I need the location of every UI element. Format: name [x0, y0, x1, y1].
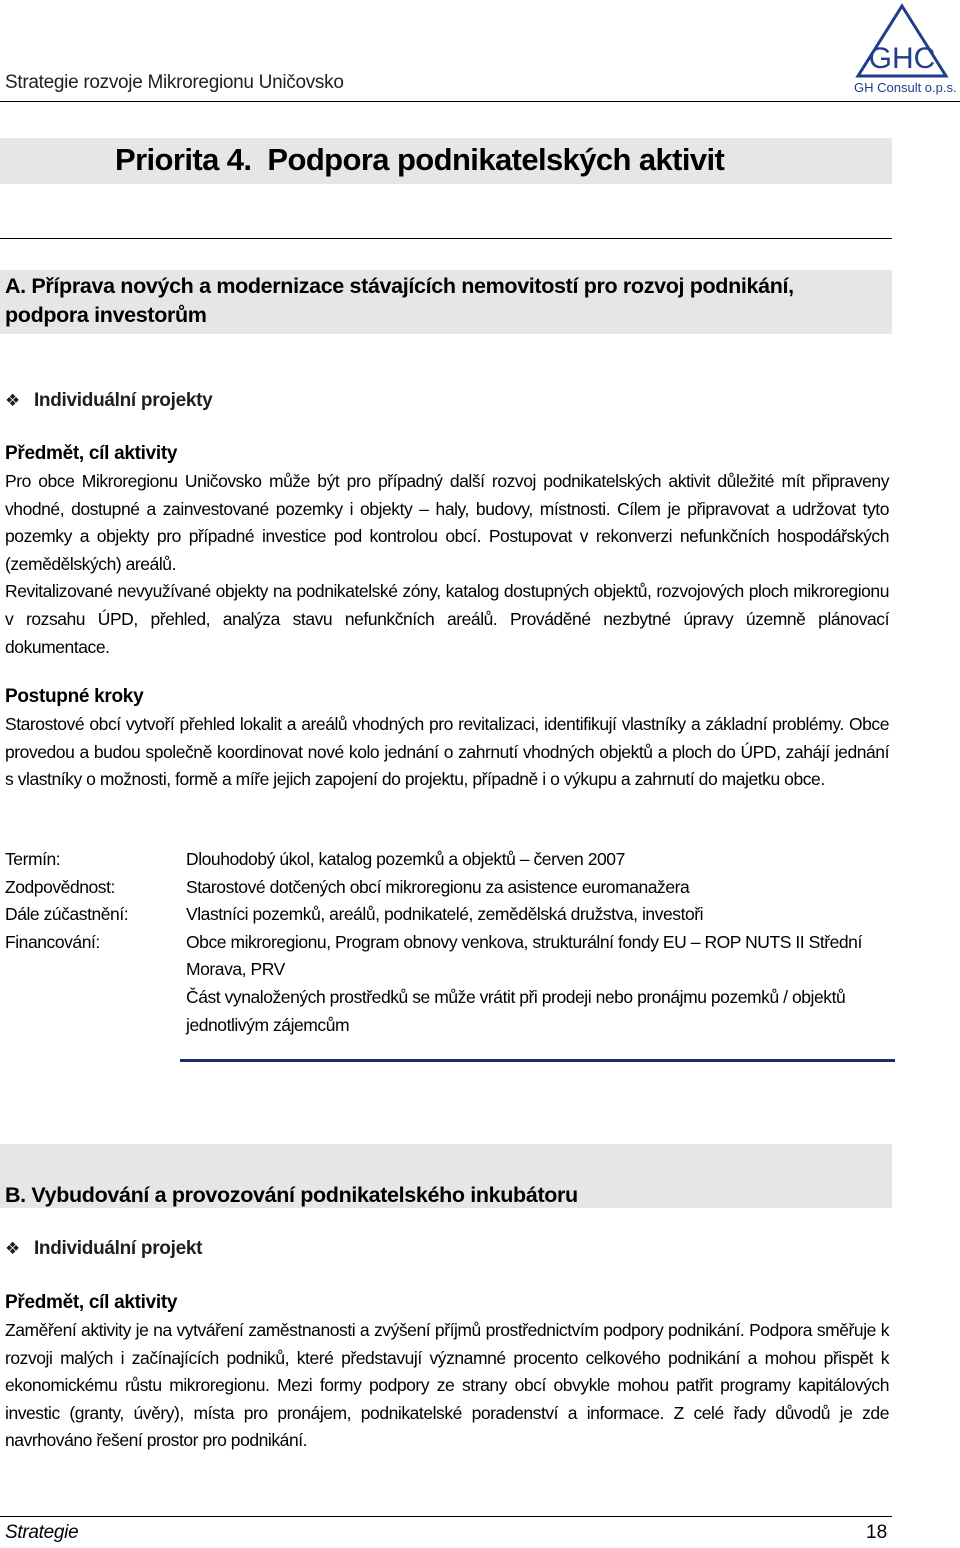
section-a-bullet-heading: [5, 390, 212, 412]
bullet-heading-label: Individuální projekty: [33, 390, 213, 411]
steps-heading: Postupné kroky: [5, 686, 144, 707]
bullet-heading-label: Individuální projekt: [33, 1238, 203, 1259]
header-rule: [0, 101, 960, 102]
section-a-title-line1: A. Příprava nových a modernizace stávajících nemovitostí pro rozvoj podnikání,: [5, 274, 794, 298]
info-value: Starostové dotčených obcí mikroregionu za asistence euromanažera: [186, 876, 690, 897]
subject-text: [5, 468, 889, 661]
logo-subtitle: GH Consult o.p.s.: [854, 80, 957, 95]
info-label: Dále zúčastnění:: [5, 904, 129, 925]
footer-label: Strategie: [5, 1522, 79, 1543]
info-row-term: [5, 846, 895, 874]
diamond-bullet-icon: ❖: [5, 391, 20, 410]
steps-text: [5, 711, 889, 794]
info-value: Vlastníci pozemků, areálů, podnikatelé, zemědělská družstva, investoři: [186, 904, 704, 925]
logo-graphic: [850, 2, 954, 82]
info-row-participants: [5, 901, 895, 929]
logo-text: GHC: [868, 42, 936, 75]
steps-paragraph: Starostové obcí vytvoří přehled lokalit a areálů vhodných pro revitalizaci, identifikují vlastníky a základní problémy. Obce provedou a budou společně koordinovat nové kolo jednání o zahrnutí vhodných objektů a ploch do ÚPD, zahájí jednání s vlastníky o možnosti, formě a míře jejich zapojení do projektu, případně i o výkupu a zahrnutí do majetku obce.: [5, 714, 889, 790]
diamond-bullet-icon: ❖: [5, 1239, 20, 1258]
info-table: [5, 846, 895, 1039]
info-row-responsibility: [5, 874, 895, 902]
info-label: Zodpovědnost:: [5, 876, 115, 897]
subject-paragraph-1: Pro obce Mikroregionu Uničovsko může být pro případný další rozvoj podnikatelských aktivit důležité mít připraveny vhodné, dostupné a zainvestované pozemky i objekty – haly, budovy, místnosti. Cílem je připravovat a udržovat tyto pozemky a objekty pro případné investice pod kontrolou obcí. Postupovat v rekonverzi nefunkčních hospodářských (zemědělských) areálů.: [5, 471, 889, 574]
ghc-logo: [850, 2, 957, 96]
info-value: [186, 929, 894, 1039]
priority-title: Priorita 4. Podpora podnikatelských aktivit: [115, 142, 725, 177]
info-label: Termín:: [5, 849, 61, 869]
info-row-financing: [5, 929, 895, 1039]
section-a-title: [5, 272, 885, 330]
section-b-title: B. Vybudování a provozování podnikatelského inkubátoru: [5, 1183, 578, 1207]
subject-heading: Předmět, cíl aktivity: [5, 443, 178, 464]
subject-heading-b: Předmět, cíl aktivity: [5, 1292, 178, 1313]
document-title: Strategie rozvoje Mikroregionu Uničovsko: [5, 72, 344, 93]
info-value-line: Část vynaložených prostředků se může vrátit při prodeji nebo pronájmu pozemků / objektů jednotlivým zájemcům: [186, 986, 846, 1035]
info-value: Dlouhodobý úkol, katalog pozemků a objektů – červen 2007: [186, 849, 625, 869]
subject-text-b: [5, 1317, 889, 1455]
section-a-title-line2: podpora investorům: [5, 303, 207, 327]
info-label: Financování:: [5, 931, 100, 952]
priority-rule: [0, 238, 892, 239]
page-number: 18: [866, 1522, 888, 1543]
footer-rule: [0, 1516, 892, 1517]
subject-paragraph-2: Revitalizované nevyužívané objekty na podnikatelské zóny, katalog dostupných objektů, rozvojových ploch mikroregionu v rozsahu ÚPD, přehled, analýza stavu nefunkčních areálů. Prováděné nezbytné úpravy územně plánovací dokumentace.: [5, 581, 889, 657]
subject-paragraph-b: Zaměření aktivity je na vytváření zaměstnanosti a zvýšení příjmů prostřednictvím podpory podnikání. Podpora směřuje k rozvoji malých i začínajících podniků, které představují významné procento celkového podnikání a mohou přispět k ekonomickému růstu mikroregionu. Mezi formy podpory ze strany obcí obvykle mohou patřit programy kapitálových investic (granty, úvěry), místa pro pronájem, podnikatelské poradenství a informace. Z celé řady důvodů je zde navrhováno řešení prostor pro podnikání.: [5, 1320, 889, 1451]
info-rule: [180, 1059, 895, 1062]
section-b-bullet-heading: [5, 1238, 202, 1260]
info-value-line: Obce mikroregionu, Program obnovy venkova, strukturální fondy EU – ROP NUTS II Střední Morava, PRV: [186, 931, 862, 980]
